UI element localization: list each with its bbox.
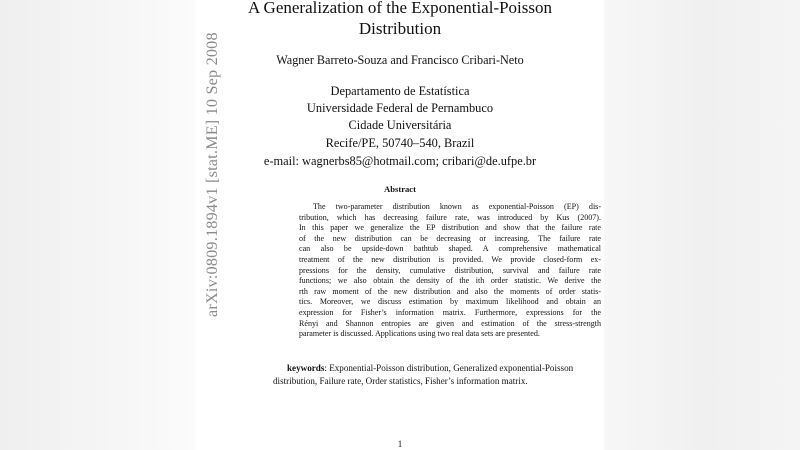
affiliation-email: e-mail: wagnerbs85@hotmail.com; cribari@de.ufpe.br — [263, 154, 537, 168]
abstract-line: treatment of the new distribution is provided. We provide closed-form ex- — [299, 255, 601, 264]
paper-page — [195, 0, 604, 450]
abstract-line: functions; we also obtain the density of the ith order statistic. We derive the — [299, 276, 601, 286]
keywords-text-1: : Exponential-Poisson distribution, Generalized exponential-Poisson — [324, 363, 574, 373]
affiliation-department: Departamento de Estatística — [330, 84, 470, 98]
abstract-line: of the new distribution can be decreasing or increasing. The failure rate — [299, 233, 601, 243]
keywords-line-1 — [287, 363, 573, 373]
keywords-line-2: distribution, Failure rate, Order statistics, Fisher’s information matrix. — [273, 376, 528, 386]
paper-title-line-2: Distribution — [358, 19, 442, 38]
arxiv-identifier: arXiv:0809.1894v1 [stat.ME] 10 Sep 2008 — [203, 32, 221, 317]
keywords-label: keywords — [287, 363, 325, 373]
abstract-line: can also be upside-down bathtub shaped. A comprehensive mathematical — [299, 244, 601, 254]
abstract-line: tribution, which has decreasing failure rate, was introduced by Kus (2007). — [299, 212, 601, 222]
abstract-line: expression for Fisher’s information matrix. Furthermore, expressions for the — [299, 308, 601, 317]
abstract-line: In this paper we generalize the EP distribution and show that the failure rate — [299, 223, 601, 233]
paper-title-line-1: A Generalization of the Exponential-Poisson — [247, 0, 553, 17]
viewer-background-right — [604, 0, 800, 450]
page-number: 1 — [397, 439, 403, 449]
abstract-line: The two-parameter distribution known as exponential-Poisson (EP) dis- — [313, 202, 601, 211]
paper-authors: Wagner Barreto-Souza and Francisco Cribari-Neto — [276, 53, 524, 67]
abstract-line: Rényi and Shannon entropies are given and estimation of the stress-strength — [299, 318, 601, 328]
abstract-line: tics. Moreover, we discuss estimation by maximum likelihood and obtain an — [299, 297, 601, 307]
affiliation-university: Universidade Federal de Pernambuco — [306, 101, 494, 115]
abstract-line: parameter is discussed. Applications using two real data sets are presented. — [299, 329, 540, 339]
abstract-line: pressions for the density, cumulative distribution, survival and failure rate — [299, 265, 601, 275]
viewer-background-left — [0, 0, 195, 450]
abstract-heading: Abstract — [384, 184, 416, 194]
abstract-line: rth raw moment of the new distribution and also the moments of order statis- — [299, 286, 601, 296]
affiliation-campus: Cidade Universitária — [348, 118, 452, 132]
affiliation-city: Recife/PE, 50740–540, Brazil — [325, 136, 475, 150]
